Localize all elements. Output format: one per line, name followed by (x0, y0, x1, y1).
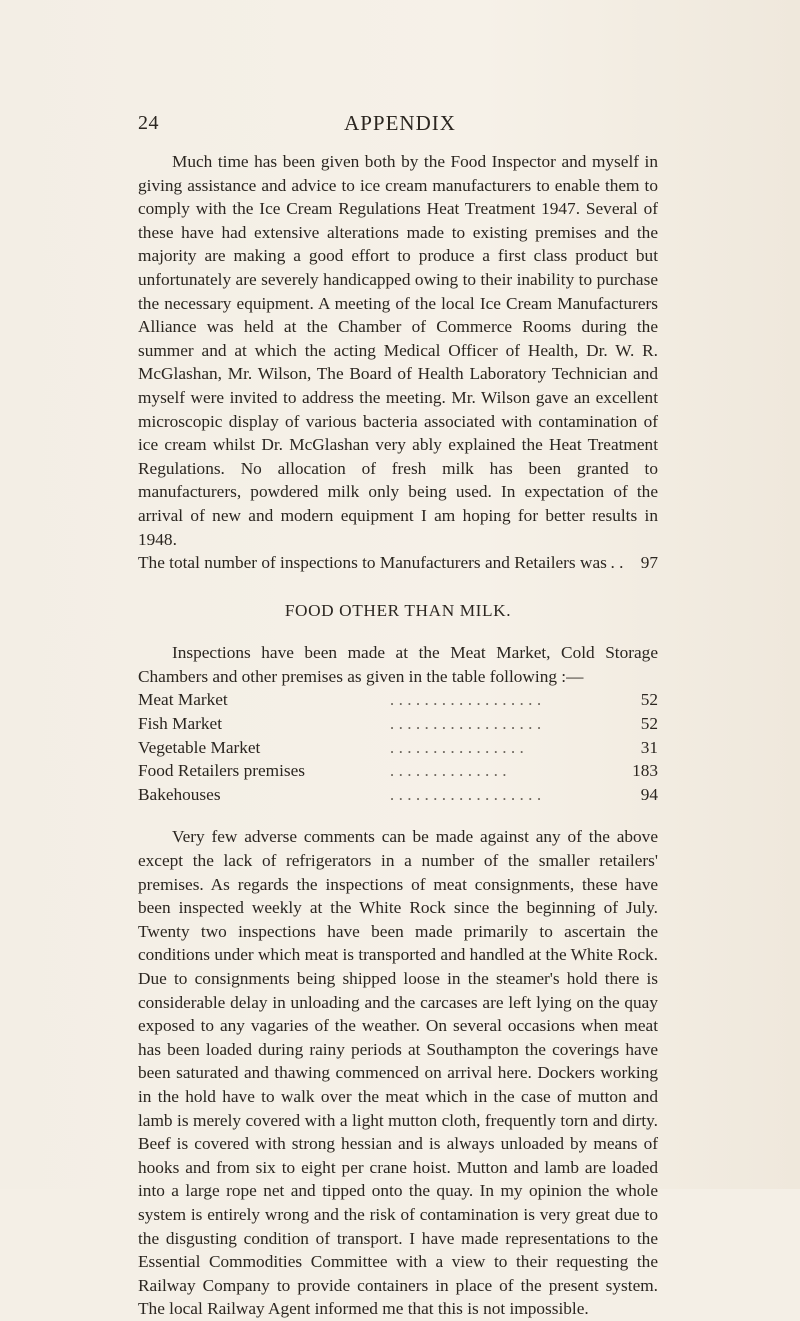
row-count: 183 (632, 761, 658, 781)
table-row (138, 736, 658, 760)
row-place: Fish Market (138, 714, 223, 734)
table-row (138, 783, 658, 807)
row-leader: . . . . . . . . . . . . . . (389, 761, 507, 781)
row-leader: . . . . . . . . . . . . . . . . . . (389, 784, 542, 804)
row-leader: . . . . . . . . . . . . . . . . (389, 737, 524, 757)
row-count: 52 (640, 714, 658, 734)
closing-paragraph: Very few adverse comments can be made against any of the above except the lack of refrigerators in a number of the smaller retailers' premises. As regards the inspections of meat consignments, these have been inspected weekly at the White Rock since the beginning of July. Twenty two inspections have been made primarily to ascertain the conditions under which meat is transported and handled at the White Rock. Due to consignments being shipped loose in the steamer's hold there is considerable delay in unloading and the carcases are left lying on the quay exposed to any vagaries of the weather. On several occasions when meat has been loaded during rainy periods at Southampton the coverings have been saturated and thawing commenced on arrival here. Dockers working in the hold have to walk over the meat which in the case of mutton and lamb is merely covered with a light mutton cloth, frequently torn and dirty. Beef is covered with strong hessian and is always unloaded by means of hooks and from six to eight per crane hoist. Mutton and lamb are loaded into a large rope net and tipped onto the quay. In my opinion the whole system is entirely wrong and the risk of contamination is very great due to the disgusting condition of transport. I have made representations to the Essential Commodities Committee with a view to their requesting the Railway Company to provide containers in place of the present system. The local Railway Agent informed me that this is not impossible. (138, 827, 658, 1319)
row-leader: . . . . . . . . . . . . . . . . . . (389, 714, 542, 734)
total-inspections-line (138, 551, 658, 575)
text-column (138, 150, 658, 1321)
row-count: 94 (640, 784, 658, 804)
row-place: Food Retailers premises (138, 761, 306, 781)
total-inspections-value-group (610, 551, 658, 575)
row-count: 52 (640, 690, 658, 710)
section-heading: FOOD OTHER THAN MILK. (284, 600, 512, 620)
row-place: Vegetable Market (138, 737, 261, 757)
table-row (138, 688, 658, 712)
intro-paragraph: Much time has been given both by the Food Inspector and myself in giving assistance and advice to ice cream manufacturers to enable them to comply with the Ice Cream Regulations Heat Treatment 1947. Several of these have had extensive alterations made to existing premises and the majority are making a good effort to produce a first class product but unfortunately are severely handicapped owing to their inability to purchase the necessary equipment. A meeting of the local Ice Cream Manufacturers Alliance was held at the Chamber of Commerce Rooms during the summer and at which the acting Medical Officer of Health, Dr. W. R. McGlashan, Mr. Wilson, The Board of Health Laboratory Technician and myself were invited to address the meeting. Mr. Wilson gave an excellent microscopic display of various bacteria associated with contamination of ice cream whilst Dr. McGlashan very ably explained the Heat Treatment Regulations. No allocation of fresh milk has been granted to manufacturers, powdered milk only being used. In expectation of the arrival of new and modern equipment I am hoping for better results in 1948. (138, 152, 658, 549)
running-head: APPENDIX (344, 111, 456, 135)
inspections-intro: Inspections have been made at the Meat Market, Cold Storage Chambers and other premises as given in the table following :— (138, 643, 658, 686)
table-row (138, 712, 658, 736)
row-count: 31 (640, 737, 658, 757)
table-row (138, 759, 658, 783)
total-inspections-value: 97 (640, 553, 658, 573)
total-inspections-leader: . . (610, 553, 624, 573)
page-number: 24 (138, 112, 159, 134)
total-inspections-label: The total number of inspections to Manufacturers and Retailers was (138, 553, 607, 573)
row-place: Meat Market (138, 690, 228, 710)
inspections-table (138, 688, 658, 806)
row-place: Bakehouses (138, 784, 221, 804)
row-leader: . . . . . . . . . . . . . . . . . . (389, 690, 542, 710)
